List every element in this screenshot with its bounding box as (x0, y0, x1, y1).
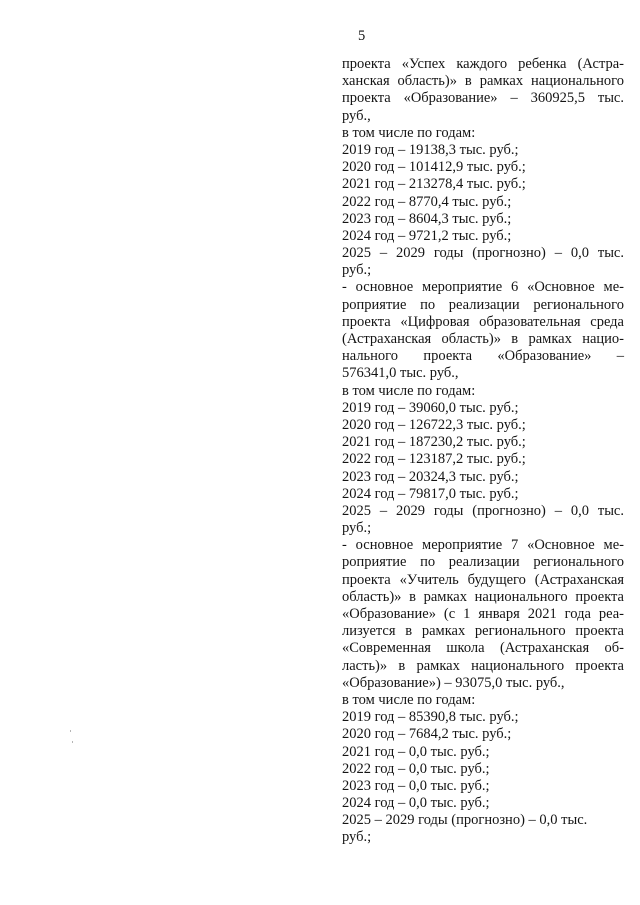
text-line: 2023 год – 8604,3 тыс. руб.; (342, 210, 512, 227)
text-line: 2021 год – 213278,4 тыс. руб.; (342, 176, 526, 193)
text-line: «Образование») – 93075,0 тыс. руб., (342, 674, 565, 691)
text-line: 2024 год – 9721,2 тыс. руб.; (342, 227, 512, 244)
text-line: 2022 год – 0,0 тыс. руб.; (342, 760, 490, 777)
scan-artifact (70, 730, 71, 732)
text-line: 2019 год – 85390,8 тыс. руб.; (342, 709, 519, 726)
text-line: 2025 – 2029 годы (прогнозно) – 0,0 тыс. (342, 812, 588, 829)
text-line: 2020 год – 126722,3 тыс. руб.; (342, 416, 526, 433)
text-line: проекта «Образование» – 360925,5 тыс. (342, 90, 624, 107)
text-line: 2025 – 2029 годы (прогнозно) – 0,0 тыс. (342, 502, 624, 519)
text-line: 2022 год – 8770,4 тыс. руб.; (342, 193, 512, 210)
text-line: 2023 год – 20324,3 тыс. руб.; (342, 468, 519, 485)
text-line: 576341,0 тыс. руб., (342, 365, 459, 382)
text-line: 2019 год – 39060,0 тыс. руб.; (342, 399, 519, 416)
text-line: 2021 год – 187230,2 тыс. руб.; (342, 434, 526, 451)
text-line: «Современная школа (Астраханская об- (342, 640, 624, 657)
text-line: 2024 год – 0,0 тыс. руб.; (342, 795, 490, 812)
text-line: 2021 год – 0,0 тыс. руб.; (342, 743, 490, 760)
text-line: 2020 год – 101412,9 тыс. руб.; (342, 159, 526, 176)
text-line: проекта «Цифровая образовательная среда (342, 313, 624, 330)
text-line: руб., (342, 107, 371, 124)
text-line: руб.; (342, 520, 372, 537)
text-line: ласть)» в рамках национального проекта (342, 657, 624, 674)
text-line: руб.; (342, 262, 372, 279)
text-line: в том числе по годам: (342, 124, 476, 141)
text-line: роприятие по реализации регионального (342, 554, 624, 571)
text-line: проекта «Успех каждого ребенка (Астра- (342, 56, 624, 72)
funding-text-column (342, 56, 624, 847)
text-line: (Астраханская область)» в рамках нацио- (342, 331, 624, 347)
text-line: 2024 год – 79817,0 тыс. руб.; (342, 485, 519, 502)
text-line: 2023 год – 0,0 тыс. руб.; (342, 777, 490, 794)
text-line: 2019 год – 19138,3 тыс. руб.; (342, 141, 519, 158)
text-line: - основное мероприятие 6 «Основное ме- (342, 279, 624, 296)
text-line: 2025 – 2029 годы (прогнозно) – 0,0 тыс. (342, 245, 624, 262)
page-number: 5 (358, 28, 366, 44)
scan-artifact (72, 741, 73, 743)
text-line: - основное мероприятие 7 «Основное ме- (342, 537, 624, 554)
text-line: область)» в рамках национального проекта (342, 588, 624, 605)
text-line: в том числе по годам: (342, 691, 476, 708)
text-line: в том числе по годам: (342, 382, 476, 399)
text-line: «Образование» (с 1 января 2021 года реа- (342, 606, 624, 622)
text-line: 2022 год – 123187,2 тыс. руб.; (342, 451, 526, 468)
text-line: роприятие по реализации регионального (342, 296, 624, 313)
text-line: проекта «Учитель будущего (Астраханская (342, 571, 624, 588)
text-line: нального проекта «Образование» – (342, 348, 624, 365)
text-line: 2020 год – 7684,2 тыс. руб.; (342, 726, 512, 743)
text-line: ханская область)» в рамках национального (342, 73, 624, 90)
text-line: лизуется в рамках регионального проекта (342, 623, 624, 640)
text-line: руб.; (342, 829, 372, 846)
